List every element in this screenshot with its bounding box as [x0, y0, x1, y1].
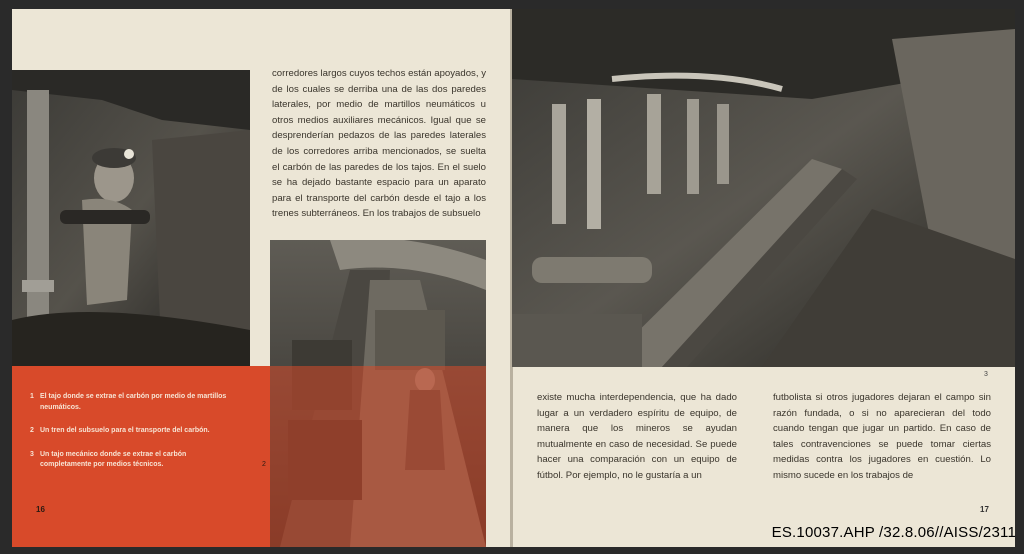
photo-captions	[30, 392, 235, 484]
right-body-column-1: existe mucha interdependencia, que ha dado lugar a un verdadero espíritu de equipo, de manera que los mineros se ayudan mutualmente en caso de necesidad. Se puede hacer una comparación con un equipo de fútbol. Por ejemplo, no le gustaría a un	[537, 392, 737, 481]
photo-coal-train	[270, 240, 486, 547]
right-body-column-2: futbolista si otros jugadores dejaran el campo sin razón fundada, o si no aparecieran del todo cuando tengan que jugar un partido. En caso de tales contravenciones se puede tomar ciertas medidas contra los jugadores en cuestión. Lo mismo sucede en los trabajos de	[773, 392, 991, 481]
left-body-text: corredores largos cuyos techos están apoyados, y de los cuales se derriba una de las dos paredes laterales, por medio de martillos neumáticos u otros medios auxiliares mecánicos. Igual que se desprenderían pedazos de las paredes laterales de los corredores arriba mencionados, se suelta el carbón de las paredes de los tajos. En el suelo se ha dejado bastante espacio para un aparato para el transporte del carbón desde el tajo a los trenes subterráneos. En los trabajos de subsuelo	[272, 68, 486, 220]
photo-mechanical-face	[512, 9, 1015, 367]
photo-number-3: 3	[984, 371, 988, 378]
caption-1: 1 El tajo donde se extrae el carbón por medio de martillos neumáticos.	[30, 393, 227, 411]
caption-3: 3 Un tajo mecánico donde se extrae el carbón completamente por medios técnicos.	[30, 450, 187, 468]
photo-number-2: 2	[262, 461, 266, 468]
caption-2: 2 Un tren del subsuelo para el transporte del carbón.	[30, 427, 210, 434]
page-number-left: 16	[36, 505, 45, 514]
archive-reference-watermark: ES.10037.AHP /32.8.06//AISS/2311	[771, 524, 1016, 541]
photo-miner-drill	[12, 70, 250, 366]
page-number-right: 17	[980, 505, 989, 514]
